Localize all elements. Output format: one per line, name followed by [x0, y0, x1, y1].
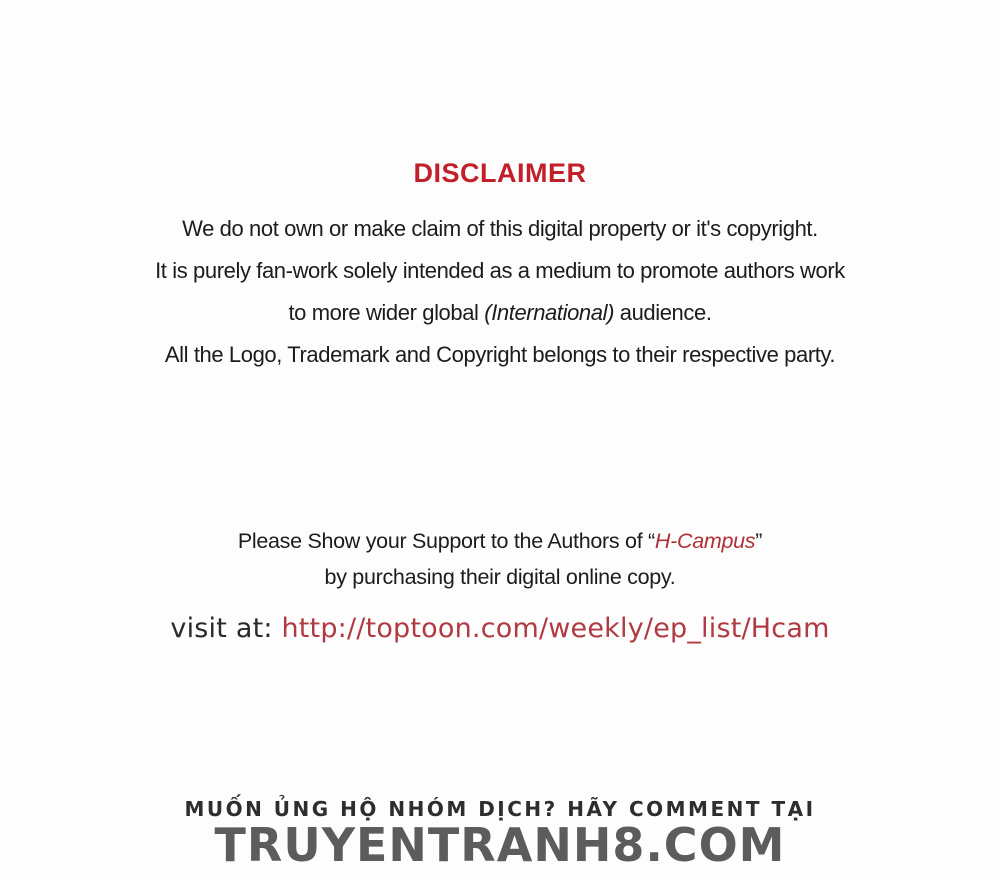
- support-line-1: [0, 523, 1000, 559]
- visit-label: visit at:: [170, 613, 282, 644]
- disclaimer-line-3: [0, 292, 1000, 334]
- disclaimer-line-3-pre: to more wider global: [288, 300, 485, 325]
- disclaimer-line-4: All the Logo, Trademark and Copyright belongs to their respective party.: [164, 342, 836, 367]
- disclaimer-title: DISCLAIMER: [413, 158, 587, 188]
- scanlation-site-name: TRUYENTRANH8.COM: [214, 818, 786, 872]
- disclaimer-body: [0, 208, 1000, 376]
- series-title: H-Campus: [654, 529, 756, 553]
- support-line-2: by purchasing their digital online copy.: [324, 565, 676, 589]
- support-line-1-post: ”: [755, 529, 763, 553]
- visit-line: [0, 613, 1000, 645]
- disclaimer-line-3-italic: (International): [484, 300, 615, 325]
- vietnamese-support-note: MUỐN ỦNG HỘ NHÓM DỊCH? HÃY COMMENT TẠI: [184, 797, 816, 821]
- disclaimer-line-3-post: audience.: [614, 300, 712, 325]
- disclaimer-line-2: It is purely fan-work solely intended as a medium to promote authors work: [155, 258, 845, 283]
- toptoon-url-link[interactable]: http://toptoon.com/weekly/ep_list/Hcam: [281, 613, 830, 644]
- support-note: [0, 523, 1000, 595]
- disclaimer-line-1: We do not own or make claim of this digital property or it's copyright.: [182, 216, 818, 241]
- support-line-1-pre: Please Show your Support to the Authors of “: [237, 529, 655, 553]
